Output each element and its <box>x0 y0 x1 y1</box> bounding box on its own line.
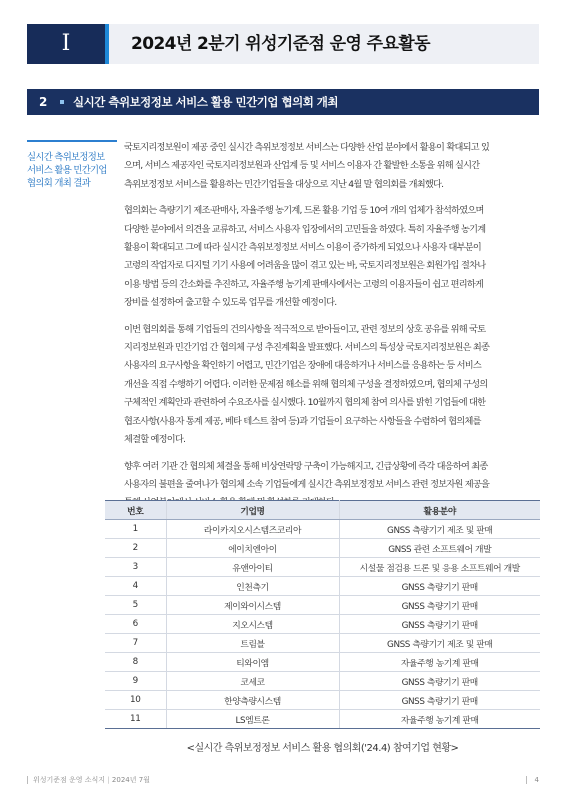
side-heading-line: 협의회 개최 결과 <box>27 178 91 189</box>
table-row <box>105 653 540 672</box>
paragraph-3 <box>124 321 540 450</box>
cell-company: 에이치엔아이 <box>166 539 339 558</box>
table-header-row <box>105 501 540 520</box>
footer-divider <box>526 776 527 784</box>
footer-divider <box>27 776 28 784</box>
cell-field: GNSS 측량기기 판매 <box>339 691 540 710</box>
table-row <box>105 691 540 710</box>
text-line: 협조사항(사용자 통계 제공, 베타 테스트 참여 등)과 기업들이 요구하는 사항들을 수렴하여 협의체를 <box>124 415 481 427</box>
text-line: 활용이 확대되고 그에 따라 실시간 측위보정정보 서비스 이용이 증가하게 되었으나 사용자 대부분이 <box>124 242 482 254</box>
footer-title: 위성기준점 운영 소식지 <box>33 776 106 784</box>
cell-number: 4 <box>105 577 166 596</box>
table-row <box>105 672 540 691</box>
cell-number: 5 <box>105 596 166 615</box>
table-row <box>105 539 540 558</box>
text-line: 구체적인 계획안과 관련하여 수요조사를 실시했다. 10월까지 협의체 참여 의사를 밝힌 기업들에 대한 <box>124 397 486 409</box>
text-line: 사용자의 불편을 줄여나가 협의체 소속 기업들에게 실시간 측위보정정보 서비스 관련 정보자원 제공을 <box>124 478 490 490</box>
section-title: 실시간 측위보정정보 서비스 활용 민간기업 협의회 개최 <box>73 95 339 109</box>
cell-field: 자율주행 농기계 판매 <box>339 653 540 672</box>
section-header <box>27 89 539 115</box>
cell-company: 지오시스템 <box>166 615 339 634</box>
column-header-field: 활용분야 <box>339 501 540 520</box>
cell-field: GNSS 측량기기 제조 및 판매 <box>339 634 540 653</box>
table-row <box>105 615 540 634</box>
page-footer <box>27 774 539 786</box>
cell-field: GNSS 측량기기 판매 <box>339 596 540 615</box>
cell-company: 인천측기 <box>166 577 339 596</box>
text-line: 체결할 예정이다. <box>124 434 186 446</box>
cell-field: GNSS 측량기기 판매 <box>339 672 540 691</box>
text-line: 측위보정정보 서비스를 활용하는 민간기업들을 대상으로 지난 4월 말 협의회를 개최했다. <box>124 178 444 190</box>
cell-number: 1 <box>105 520 166 539</box>
text-line: 다양한 분야에서 의견을 교류하고, 서비스 사용자 입장에서의 고민들을 하였다. 특히 자율주행 농기계 <box>124 223 486 235</box>
cell-company: 티와이엠 <box>166 653 339 672</box>
footer-date: 2024년 7월 <box>111 776 150 784</box>
cell-number: 8 <box>105 653 166 672</box>
text-line: 으며, 서비스 제공자인 국토지리정보원과 산업계 등 및 서비스 이용자 간 활발한 소통을 위해 실시간 <box>124 160 480 172</box>
cell-field: GNSS 측량기기 판매 <box>339 577 540 596</box>
chapter-numeral: Ⅰ <box>27 24 105 64</box>
cell-field: GNSS 측량기기 판매 <box>339 615 540 634</box>
cell-company: 코세코 <box>166 672 339 691</box>
cell-company: 트림블 <box>166 634 339 653</box>
text-line: 이번 협의회를 통해 기업들의 건의사항을 적극적으로 받아들이고, 관련 정보의 상호 공유를 위해 국토 <box>124 323 486 335</box>
footer-info: 위성기준점 운영 소식지 | 2024년 7월 <box>33 776 150 784</box>
cell-company: 라이카지오시스템즈코리아 <box>166 520 339 539</box>
paragraph-1 <box>124 139 540 194</box>
chapter-header <box>27 24 539 64</box>
text-line: 장비를 설정하여 출고할 수 있도록 업무를 개선할 예정이다. <box>124 297 337 309</box>
cell-company: 유앤아이티 <box>166 558 339 577</box>
side-heading-line: 실시간 측위보정정보 <box>27 152 105 163</box>
text-line: 개선을 직접 수행하기 어렵다. 이러한 문제점 해소를 위해 협의체 구성을 결정하였으며, 협의체 구성의 <box>124 378 488 390</box>
text-line: 지리정보원과 민간기업 간 협의체 구성 추진계획을 발표했다. 서비스의 특성상 국토지리정보원은 최종 <box>124 342 490 354</box>
table-row <box>105 634 540 653</box>
section-number: 2 <box>39 95 48 109</box>
table-row <box>105 577 540 596</box>
body-text <box>124 139 540 521</box>
cell-number: 6 <box>105 615 166 634</box>
chapter-title: 2024년 2분기 위성기준점 운영 주요활동 <box>131 34 430 54</box>
column-header-number: 번호 <box>105 501 166 520</box>
table-row <box>105 596 540 615</box>
cell-number: 11 <box>105 710 166 729</box>
cell-company: 제이와이시스템 <box>166 596 339 615</box>
table-row <box>105 710 540 729</box>
text-line: 협의회는 측량기기 제조·판매사, 자율주행 농기계, 드론 활용 기업 등 10여 개의 업체가 참석하였으며 <box>124 205 484 217</box>
cell-number: 7 <box>105 634 166 653</box>
table-row <box>105 558 540 577</box>
cell-company: LS엠트론 <box>166 710 339 729</box>
text-line: 이용 방법 등의 간소화를 추진하고, 자율주행 농기계 판매사에서는 고령의 이용자들이 쉽고 편리하게 <box>124 278 484 290</box>
cell-field: 시설물 점검용 드론 및 응용 소프트웨어 개발 <box>339 558 540 577</box>
text-line: 국토지리정보원이 제공 중인 실시간 측위보정정보 서비스는 다양한 산업 분야에서 활용이 확대되고 있 <box>124 142 490 153</box>
cell-number: 3 <box>105 558 166 577</box>
section-bullet-icon <box>60 100 64 104</box>
cell-number: 9 <box>105 672 166 691</box>
cell-number: 10 <box>105 691 166 710</box>
table-row <box>105 520 540 539</box>
text-line: 고령의 작업자로 디지털 기기 사용에 어려움을 많이 겪고 있는 바, 국토지리정보원은 회원가입 절차나 <box>124 260 486 272</box>
cell-field: GNSS 관련 소프트웨어 개발 <box>339 539 540 558</box>
paragraph-2 <box>124 202 540 312</box>
table-caption: <실시간 측위보정정보 서비스 활용 협의회('24.4) 참여기업 현황> <box>186 743 459 754</box>
cell-company: 한양측량시스템 <box>166 691 339 710</box>
cell-number: 2 <box>105 539 166 558</box>
side-heading-line: 서비스 활용 민간기업 <box>27 165 107 176</box>
text-line: 향후 여러 기관 간 협의체 체결을 통해 비상연락망 구축이 가능해지고, 긴급상황에 즉각 대응하여 최종 <box>124 460 488 472</box>
cell-field: GNSS 측량기기 제조 및 판매 <box>339 520 540 539</box>
participants-table <box>105 500 540 729</box>
page-number: 4 <box>534 776 539 784</box>
cell-field: 자율주행 농기계 판매 <box>339 710 540 729</box>
side-heading <box>27 140 117 190</box>
text-line: 사용자의 요구사항을 확인하기 어렵고, 민간기업은 장애에 대응하거나 서비스를 응용하는 등 서비스 <box>124 360 482 372</box>
column-header-company: 기업명 <box>166 501 339 520</box>
chapter-accent-bar <box>105 24 109 64</box>
